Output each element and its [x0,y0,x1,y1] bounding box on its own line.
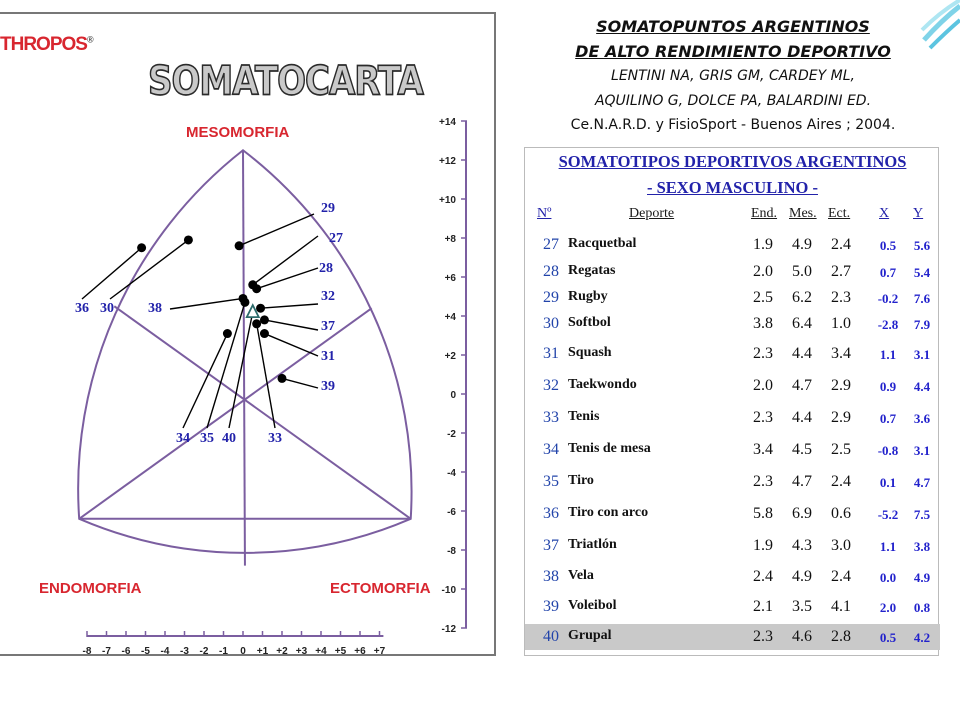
y-tick-label: -4 [447,468,456,479]
leader-line [110,240,188,299]
header-source: Ce.N.A.R.D. y FisioSport - Buenos Aires ; 2004. [570,117,896,133]
chart-title: SOMATOCARTA [148,58,423,106]
point-label: 39 [321,379,335,394]
cell-x: 0.5 [879,238,897,253]
brand-text: THROPOS [0,34,87,55]
table-row [525,285,940,311]
cell-sport: Racquetbal [568,236,637,251]
leader-line [257,268,318,289]
point-label: 28 [319,261,333,276]
cell-x: -0.2 [877,291,899,306]
cell-num: 39 [543,598,559,615]
table-row [525,341,940,367]
leader-line [257,324,275,428]
cell-ect: 2.9 [831,409,851,426]
data-point [239,294,248,303]
table-row [525,501,940,527]
cell-x: 0.0 [879,570,897,585]
cell-end: 1.9 [753,537,773,554]
x-tick-label: +4 [315,646,327,656]
cell-num: 38 [543,568,559,585]
cell-mes: 4.6 [792,628,812,645]
point-label: 34 [176,431,190,446]
cell-x: 0.7 [879,411,897,426]
cell-end: 2.3 [753,345,773,362]
cell-sport: Tiro con arco [568,505,649,520]
data-point [256,304,265,313]
cell-num: 30 [543,315,559,332]
data-point [260,329,269,338]
cell-x: 0.9 [879,379,897,394]
point-label: 29 [321,201,335,216]
cell-end: 3.4 [753,441,773,458]
cell-y: 0.8 [913,600,931,615]
cell-end: 5.8 [753,505,773,522]
point-label: 32 [321,289,335,304]
leader-line [261,304,318,308]
header-title-line2: DE ALTO RENDIMIENTO DEPORTIVO [575,42,891,61]
cell-mes: 4.4 [792,345,812,362]
cell-x: -0.8 [877,443,899,458]
data-point [223,329,232,338]
y-tick-label: -10 [441,585,456,596]
x-tick-label: -8 [82,646,92,656]
col-header-num: Nº [537,206,552,221]
cell-y: 4.9 [913,570,931,585]
x-tick-label: -3 [180,646,189,656]
header-authors-line1: LENTINI NA, GRIS GM, CARDEY ML, [611,68,855,84]
cell-x: 1.1 [879,539,897,554]
y-tick-label: +8 [444,234,456,245]
table-subtitle: - SEXO MASCULINO - [647,178,818,197]
cell-y: 4.7 [913,475,931,490]
leader-line [170,298,243,309]
y-tick-label: +12 [439,156,456,167]
table-row [525,564,940,590]
y-tick-label: +10 [439,195,456,206]
x-tick-label: +5 [334,646,347,656]
cell-mes: 5.0 [792,263,812,280]
cell-sport: Regatas [568,263,616,278]
y-tick-label: +14 [439,117,456,128]
point-label: 37 [321,319,335,334]
point-label: 40 [222,431,236,446]
cell-sport: Tenis [568,409,600,424]
data-point [235,241,244,250]
table-row [525,437,940,463]
table-row [525,232,940,258]
ectomorphy-axis-line [114,306,410,519]
point-label: 38 [148,301,162,316]
cell-ect: 3.4 [831,345,851,362]
cell-mes: 6.4 [792,315,812,332]
cell-mes: 4.9 [792,236,812,253]
cell-mes: 4.9 [792,568,812,585]
cell-num: 29 [543,289,559,306]
cell-x: 0.5 [879,630,897,645]
cell-sport: Tiro [568,473,594,488]
cell-ect: 4.1 [831,598,851,615]
col-header-ect: Ect. [828,206,851,221]
y-tick-label: +4 [444,312,456,323]
cell-y: 4.2 [913,630,931,645]
axis-name-endomorphy: ENDOMORFIA [39,580,142,597]
cell-ect: 2.4 [831,236,851,253]
x-tick-label: +2 [276,646,288,656]
cell-mes: 6.2 [792,289,812,306]
cell-x: 2.0 [879,600,897,615]
cell-sport: Rugby [568,289,608,304]
cell-sport: Tenis de mesa [568,441,651,456]
cell-mes: 4.5 [792,441,812,458]
point-label: 36 [75,301,89,316]
cell-end: 2.0 [753,263,773,280]
x-tick-label: -5 [141,646,150,656]
cell-y: 3.1 [913,443,931,458]
cell-num: 36 [543,505,559,522]
cell-mes: 4.3 [792,537,812,554]
col-header-y: Y [913,206,924,221]
cell-mes: 4.7 [792,473,812,490]
x-tick-label: +6 [354,646,366,656]
data-point [184,235,193,244]
cell-ect: 1.0 [831,315,851,332]
x-tick-label: +7 [373,646,386,656]
cell-ect: 2.5 [831,441,851,458]
x-tick-label: 0 [240,646,246,656]
cell-num: 27 [543,236,559,253]
cell-y: 3.1 [913,347,931,362]
x-tick-label: -4 [160,646,170,656]
cell-mes: 4.4 [792,409,812,426]
cell-num: 33 [543,409,559,426]
cell-num: 35 [543,473,559,490]
cell-ect: 2.8 [831,628,851,645]
leader-line [229,312,253,428]
table-row [525,373,940,399]
table-row [525,533,940,559]
leader-line [264,334,318,356]
cell-end: 3.8 [753,315,773,332]
point-label: 35 [200,431,214,446]
cell-sport: Voleibol [568,598,617,613]
y-tick-label: 0 [450,390,456,401]
cell-x: 0.1 [879,475,897,490]
col-header-end: End. [751,206,778,221]
cell-x: -5.2 [877,507,899,522]
table-row-group [525,624,940,650]
cell-num: 28 [543,263,559,280]
table-row [525,259,940,285]
cell-mes: 3.5 [792,598,812,615]
y-tick-label: -2 [447,429,456,440]
cell-y: 7.6 [913,291,931,306]
header-authors-line2: AQUILINO G, DOLCE PA, BALARDINI ED. [594,93,872,109]
y-tick-label: -6 [447,507,456,518]
cell-num: 34 [543,441,559,458]
cell-sport: Vela [568,568,594,583]
y-tick-label: +6 [444,273,456,284]
data-point [252,319,261,328]
cell-y: 3.6 [913,411,931,426]
cell-end: 2.3 [753,473,773,490]
endomorphy-axis-line [79,308,372,519]
cell-sport: Triatlón [568,537,617,552]
point-label: 27 [329,231,343,246]
data-point [278,374,287,383]
y-tick-label: -12 [441,624,456,635]
cell-num: 37 [543,537,559,554]
cell-end: 2.4 [753,568,773,585]
cell-num: 40 [543,628,559,645]
col-header-mes: Mes. [789,206,817,221]
cell-ect: 0.6 [831,505,851,522]
cell-mes: 6.9 [792,505,812,522]
cell-ect: 2.4 [831,473,851,490]
brand-mark: ® [86,34,93,45]
y-tick-label: -8 [447,546,456,557]
leader-line [239,214,314,246]
cell-end: 2.1 [753,598,773,615]
x-tick-label: -6 [121,646,131,656]
col-header-x: X [879,206,890,221]
point-label: 30 [100,301,114,316]
cell-end: 2.3 [753,409,773,426]
cell-mes: 4.7 [792,377,812,394]
table-row [525,469,940,495]
somatochart [0,14,494,656]
cell-end: 2.0 [753,377,773,394]
cell-ect: 2.4 [831,568,851,585]
somatochart-panel [0,12,496,656]
col-header-sport: Deporte [629,206,675,221]
cell-y: 5.6 [913,238,931,253]
data-point [137,243,146,252]
somatotype-table [524,147,939,656]
cell-end: 1.9 [753,236,773,253]
leader-line [253,236,318,285]
data-point [252,284,261,293]
data-point [260,315,269,324]
x-tick-label: -1 [219,646,228,656]
cell-y: 7.9 [913,317,931,332]
axis-name-mesomorphy: MESOMORFIA [186,124,290,141]
brand-logo [0,34,93,56]
cell-sport: Taekwondo [568,377,637,392]
cell-x: 0.7 [879,265,897,280]
point-label: 31 [321,349,335,364]
point-label: 33 [268,431,282,446]
leader-line [82,248,142,299]
table-row [525,311,940,337]
reference-header [528,14,938,136]
cell-sport: Softbol [568,315,611,330]
cell-ect: 2.3 [831,289,851,306]
cell-sport: Squash [568,345,612,360]
cell-num: 32 [543,377,559,394]
cell-ect: 3.0 [831,537,851,554]
leader-line [264,320,318,330]
x-tick-label: +3 [295,646,308,656]
cell-ect: 2.7 [831,263,851,280]
cell-y: 3.8 [913,539,931,554]
cell-y: 4.4 [913,379,931,394]
table-title: SOMATOTIPOS DEPORTIVOS ARGENTINOS [558,152,907,171]
cell-ect: 2.9 [831,377,851,394]
table-row [525,405,940,431]
x-tick-label: -7 [102,646,111,656]
cell-y: 7.5 [913,507,931,522]
cell-end: 2.5 [753,289,773,306]
cell-end: 2.3 [753,628,773,645]
header-title-line1: SOMATOPUNTOS ARGENTINOS [596,17,870,36]
x-tick-label: +1 [256,646,269,656]
cell-x: 1.1 [879,347,897,362]
table-row [525,594,940,620]
cell-sport: Grupal [568,628,612,643]
leader-line [282,378,318,388]
cell-num: 31 [543,345,559,362]
y-tick-label: +2 [444,351,456,362]
x-tick-label: -2 [199,646,209,656]
axis-name-ectomorphy: ECTOMORFIA [330,580,431,597]
cell-x: -2.8 [877,317,899,332]
cell-y: 5.4 [913,265,931,280]
